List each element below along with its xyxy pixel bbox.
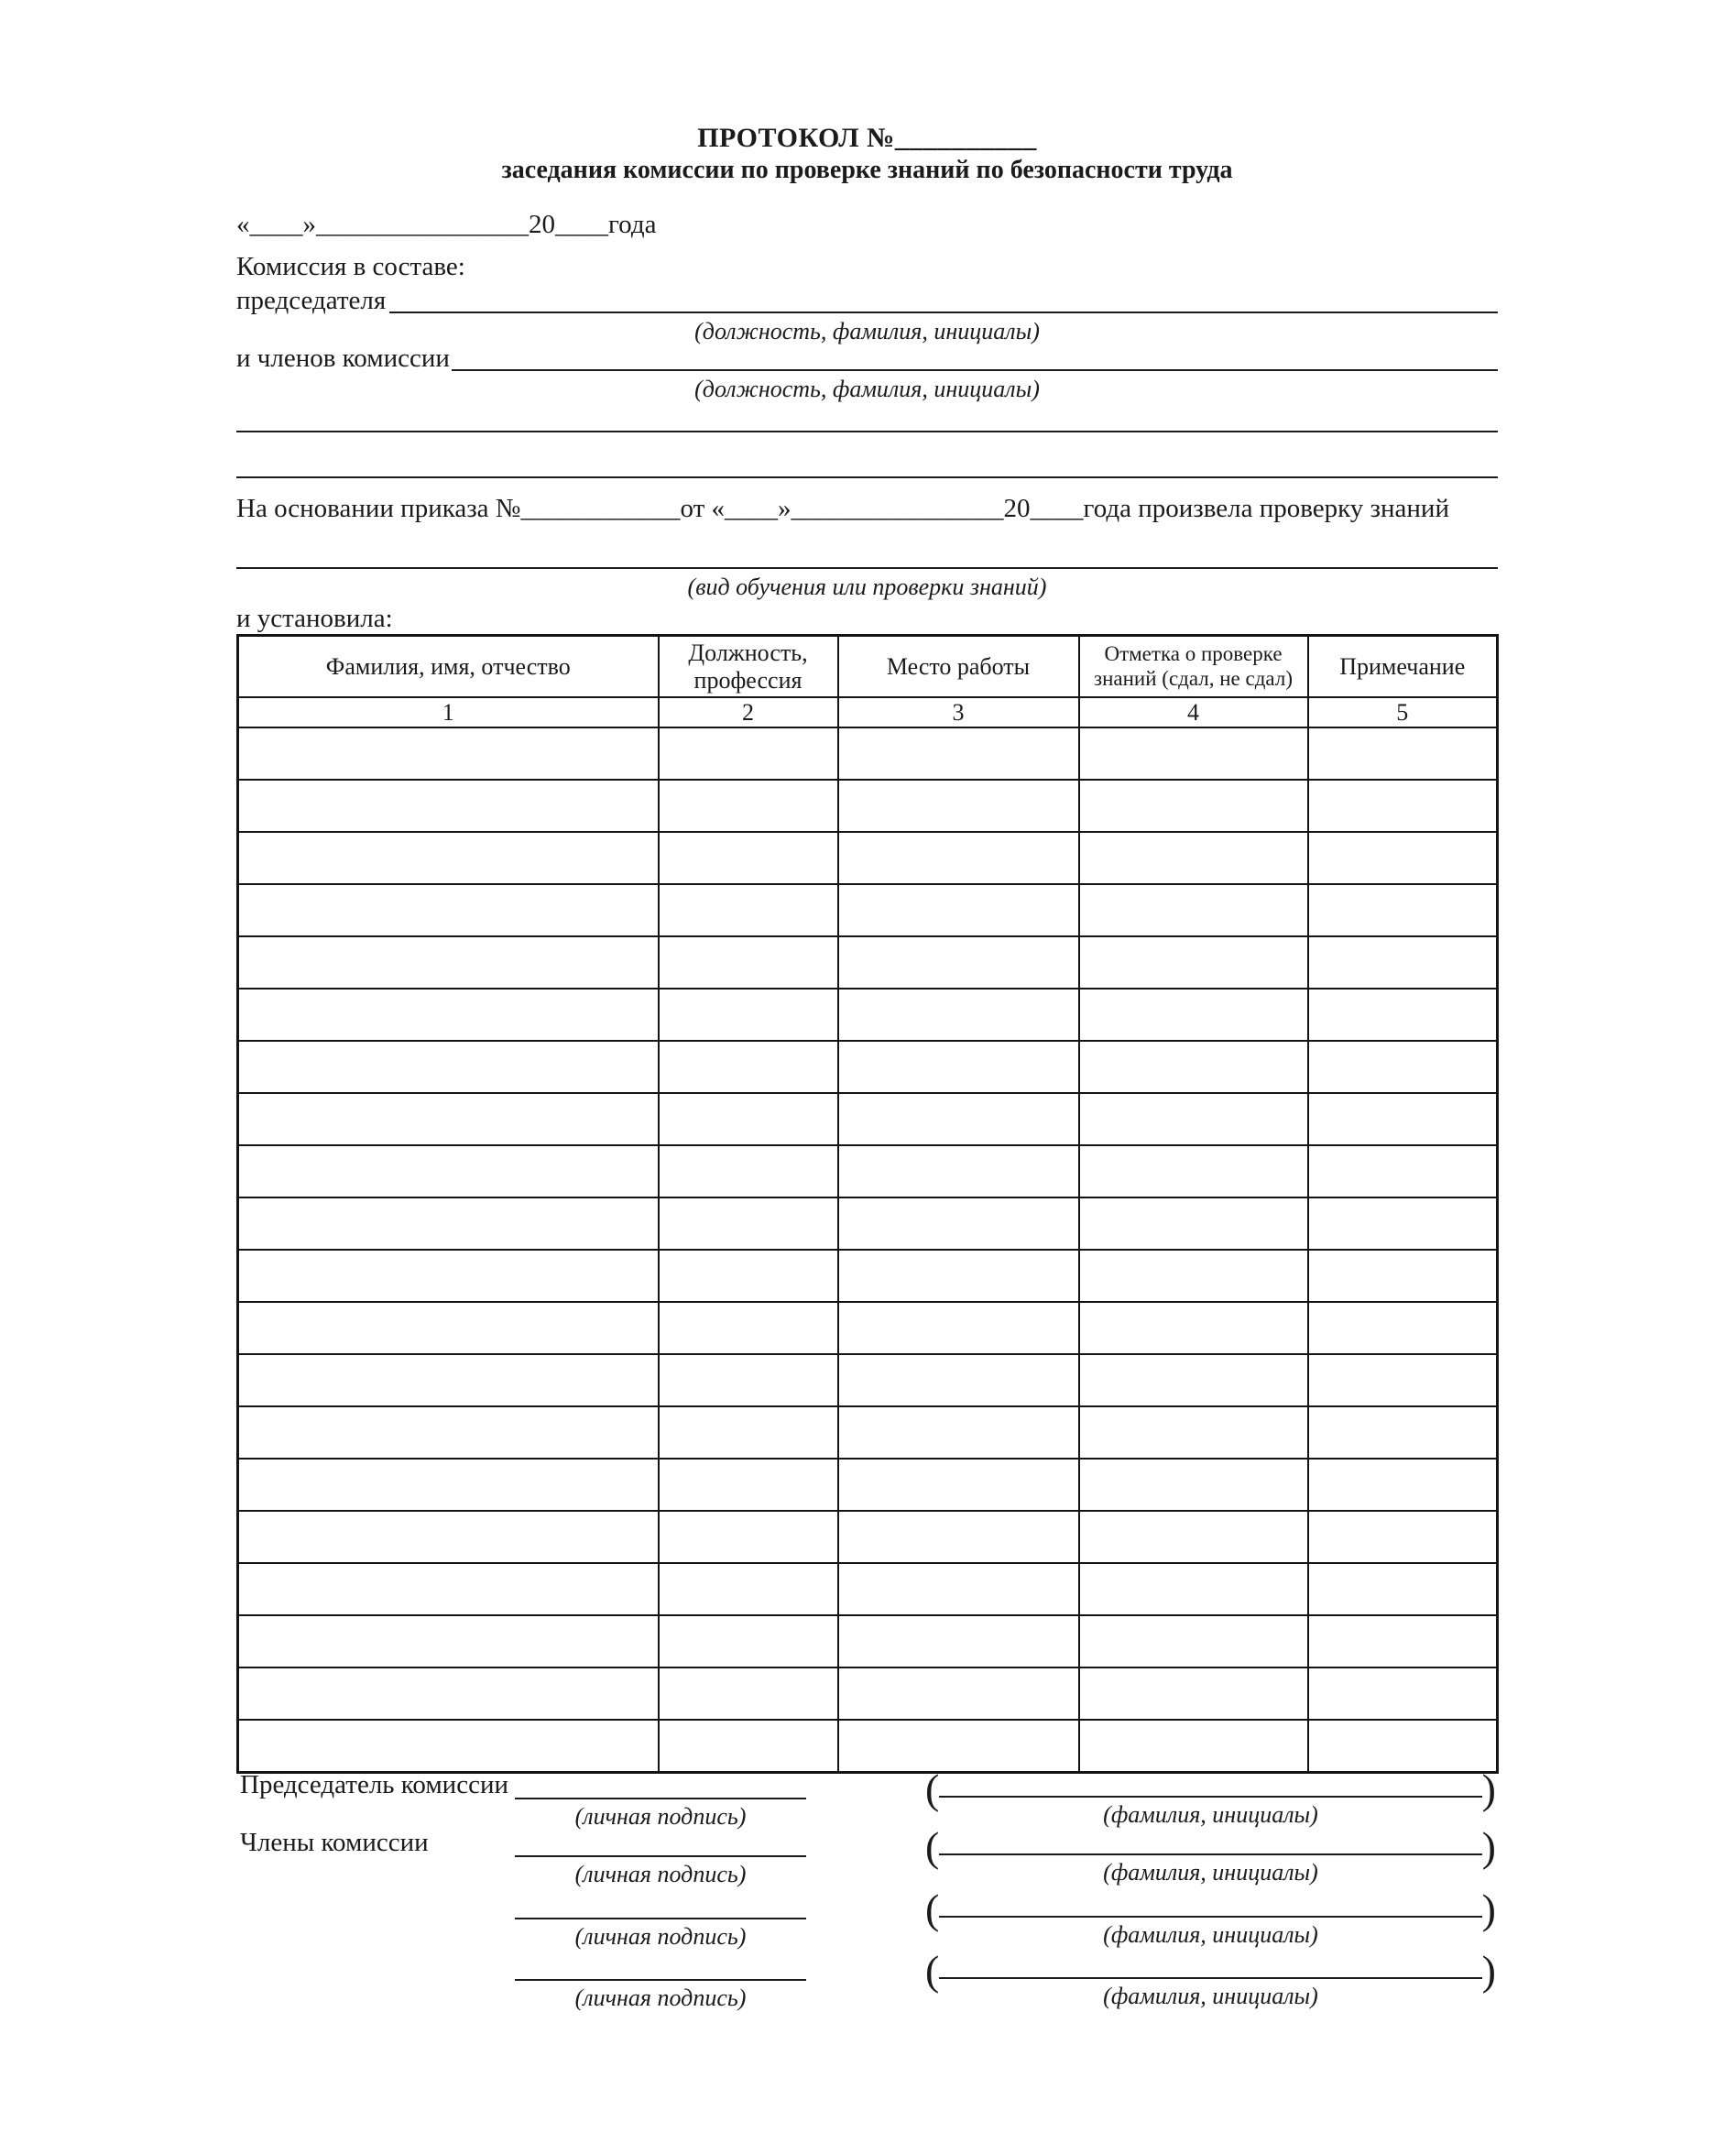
empty-cell <box>838 1667 1079 1720</box>
chairman-name-line <box>925 1766 1496 1813</box>
name-hint: (фамилия, инициалы) <box>1103 1921 1318 1948</box>
signature-hint: (личная подпись) <box>574 1984 747 2011</box>
empty-cell <box>1308 727 1498 780</box>
name-fill-line <box>939 1796 1481 1798</box>
empty-cell <box>659 936 838 989</box>
col-header-position: Должность, профессия <box>659 636 838 698</box>
empty-cell <box>659 1354 838 1406</box>
empty-cell <box>1308 1720 1498 1773</box>
protocol-number-blank: __________ <box>894 123 1037 153</box>
table-row <box>238 1093 1498 1145</box>
empty-cell <box>659 884 838 936</box>
member-signature-row-2 <box>236 1886 1498 1950</box>
empty-cell <box>659 1302 838 1354</box>
col-header-workplace: Место работы <box>838 636 1079 698</box>
chairman-row <box>236 285 1498 317</box>
close-paren: ) <box>1481 1947 1496 1995</box>
table-row <box>238 1406 1498 1459</box>
empty-cell <box>1308 832 1498 884</box>
member-signature-row-1 <box>236 1823 1498 1887</box>
empty-cell <box>1308 1145 1498 1197</box>
page-title <box>236 123 1498 155</box>
empty-cell <box>1079 1250 1308 1302</box>
empty-cell <box>1079 989 1308 1041</box>
empty-cell <box>659 727 838 780</box>
empty-cell <box>1079 780 1308 832</box>
commission-intro: Комиссия в составе: <box>236 252 465 281</box>
members-signature-label: Члены комиссии <box>240 1828 429 1857</box>
member-signature-line <box>515 1950 806 1981</box>
empty-cell <box>659 780 838 832</box>
empty-cell <box>838 1615 1079 1667</box>
chairman-signature-row <box>236 1766 1498 1830</box>
empty-cell <box>1079 1041 1308 1093</box>
column-number: 1 <box>238 697 659 727</box>
empty-cell <box>238 936 659 989</box>
empty-cell <box>1308 989 1498 1041</box>
blank-rule-1 <box>236 431 1498 432</box>
empty-cell <box>1079 1720 1308 1773</box>
empty-cell <box>238 989 659 1041</box>
empty-cell <box>1079 1197 1308 1250</box>
column-number: 3 <box>838 697 1079 727</box>
empty-cell <box>1308 1615 1498 1667</box>
empty-cell <box>838 1511 1079 1563</box>
name-hint: (фамилия, инициалы) <box>1103 1801 1318 1828</box>
open-paren: ( <box>925 1823 940 1871</box>
empty-cell <box>659 1511 838 1563</box>
empty-cell <box>1079 1563 1308 1615</box>
empty-cell <box>238 1459 659 1511</box>
member-name-line <box>925 1947 1496 1995</box>
empty-cell <box>238 1093 659 1145</box>
empty-cell <box>838 1041 1079 1093</box>
empty-cell <box>659 1041 838 1093</box>
empty-cell <box>1308 1406 1498 1459</box>
chairman-prefix: председателя <box>236 286 387 315</box>
empty-cell <box>1079 884 1308 936</box>
column-number: 4 <box>1079 697 1308 727</box>
empty-cell <box>838 1720 1079 1773</box>
empty-cell <box>659 1459 838 1511</box>
empty-cell <box>1308 884 1498 936</box>
members-fill-line <box>452 343 1498 371</box>
empty-cell <box>238 1667 659 1720</box>
order-line: На основании приказа №____________от «____»________________20____года произвела проверку знаний <box>236 494 1449 523</box>
page-title-text: ПРОТОКОЛ № <box>697 123 895 153</box>
empty-cell <box>1308 1041 1498 1093</box>
table-row <box>238 1511 1498 1563</box>
name-hint: (фамилия, инициалы) <box>1103 1983 1318 2009</box>
empty-cell <box>1079 832 1308 884</box>
empty-cell <box>1079 727 1308 780</box>
empty-cell <box>238 1250 659 1302</box>
table-row <box>238 1354 1498 1406</box>
empty-cell <box>838 989 1079 1041</box>
empty-cell <box>838 1459 1079 1511</box>
empty-cell <box>1308 1093 1498 1145</box>
empty-cell <box>838 780 1079 832</box>
col-header-name: Фамилия, имя, отчество <box>238 636 659 698</box>
date-line: «____»________________20____года <box>236 210 657 239</box>
empty-cell <box>238 832 659 884</box>
empty-cell <box>838 1406 1079 1459</box>
empty-cell <box>1308 1563 1498 1615</box>
member-name-line <box>925 1886 1496 1933</box>
empty-cell <box>1308 1354 1498 1406</box>
empty-cell <box>238 780 659 832</box>
table-row <box>238 1459 1498 1511</box>
page-subtitle: заседания комиссии по проверке знаний по безопасности труда <box>501 156 1233 184</box>
chairman-signature-label: Председатель комиссии <box>240 1770 508 1799</box>
empty-cell <box>1079 1145 1308 1197</box>
empty-cell <box>659 1563 838 1615</box>
empty-cell <box>659 1250 838 1302</box>
empty-cell <box>838 832 1079 884</box>
blank-rule-2 <box>236 476 1498 478</box>
empty-cell <box>238 884 659 936</box>
name-fill-line <box>939 1853 1481 1855</box>
table-row <box>238 780 1498 832</box>
open-paren: ( <box>925 1886 940 1933</box>
empty-cell <box>1308 1197 1498 1250</box>
empty-cell <box>659 1197 838 1250</box>
empty-cell <box>1308 1250 1498 1302</box>
table-row <box>238 1563 1498 1615</box>
close-paren: ) <box>1481 1886 1496 1933</box>
chairman-signature-line <box>515 1768 806 1799</box>
table-row <box>238 1667 1498 1720</box>
empty-cell <box>838 1145 1079 1197</box>
empty-cell <box>238 1197 659 1250</box>
col-header-note: Примечание <box>1308 636 1498 698</box>
table-row <box>238 1145 1498 1197</box>
chairman-position-hint: (должность, фамилия, инициалы) <box>694 318 1040 344</box>
member-signature-line <box>515 1888 806 1919</box>
open-paren: ( <box>925 1947 940 1995</box>
close-paren: ) <box>1481 1823 1496 1871</box>
empty-cell <box>238 1511 659 1563</box>
empty-cell <box>1308 1511 1498 1563</box>
empty-cell <box>1079 1406 1308 1459</box>
empty-cell <box>1308 1302 1498 1354</box>
empty-cell <box>1079 1459 1308 1511</box>
column-number: 2 <box>659 697 838 727</box>
empty-cell <box>838 1197 1079 1250</box>
signature-hint: (личная подпись) <box>574 1861 747 1887</box>
name-hint: (фамилия, инициалы) <box>1103 1859 1318 1886</box>
table-row <box>238 1250 1498 1302</box>
results-table <box>236 634 1499 1774</box>
empty-cell <box>238 1041 659 1093</box>
empty-cell <box>1079 1667 1308 1720</box>
empty-cell <box>238 1563 659 1615</box>
training-type-hint: (вид обучения или проверки знаний) <box>687 574 1047 600</box>
table-row <box>238 936 1498 989</box>
table-row <box>238 1615 1498 1667</box>
empty-cell <box>659 989 838 1041</box>
empty-cell <box>238 1615 659 1667</box>
name-fill-line <box>939 1977 1481 1979</box>
empty-cell <box>1079 1093 1308 1145</box>
col-header-mark: Отметка о проверке знаний (сдал, не сдал) <box>1079 636 1308 698</box>
empty-cell <box>1079 1302 1308 1354</box>
empty-cell <box>238 1145 659 1197</box>
training-type-rule <box>236 567 1498 569</box>
empty-cell <box>659 1406 838 1459</box>
empty-cell <box>238 1720 659 1773</box>
empty-cell <box>838 1354 1079 1406</box>
signature-hint: (личная подпись) <box>574 1803 747 1830</box>
empty-cell <box>659 832 838 884</box>
empty-cell <box>1308 780 1498 832</box>
table-row <box>238 1720 1498 1773</box>
empty-cell <box>1308 936 1498 989</box>
empty-cell <box>838 1250 1079 1302</box>
column-number-row <box>238 697 1498 727</box>
member-signature-line <box>515 1826 806 1857</box>
empty-cell <box>1079 936 1308 989</box>
empty-cell <box>1079 1354 1308 1406</box>
chairman-fill-line <box>389 285 1498 313</box>
table-row <box>238 1041 1498 1093</box>
member-signature-row-3 <box>236 1947 1498 2011</box>
empty-cell <box>659 1720 838 1773</box>
empty-cell <box>659 1615 838 1667</box>
table-row <box>238 989 1498 1041</box>
signature-hint: (личная подпись) <box>574 1923 747 1950</box>
empty-cell <box>1308 1667 1498 1720</box>
empty-cell <box>238 1302 659 1354</box>
empty-cell <box>659 1093 838 1145</box>
empty-cell <box>238 727 659 780</box>
empty-cell <box>1308 1459 1498 1511</box>
empty-cell <box>659 1667 838 1720</box>
close-paren: ) <box>1481 1766 1496 1813</box>
open-paren: ( <box>925 1766 940 1813</box>
empty-cell <box>659 1145 838 1197</box>
established-label: и установила: <box>236 604 393 633</box>
members-position-hint: (должность, фамилия, инициалы) <box>694 376 1040 402</box>
empty-cell <box>1079 1511 1308 1563</box>
empty-cell <box>238 1406 659 1459</box>
table-row <box>238 832 1498 884</box>
empty-cell <box>838 1093 1079 1145</box>
empty-cell <box>838 1563 1079 1615</box>
empty-cell <box>238 1354 659 1406</box>
empty-cell <box>838 1302 1079 1354</box>
empty-cell <box>838 884 1079 936</box>
table-row <box>238 1302 1498 1354</box>
members-row <box>236 343 1498 375</box>
empty-cell <box>838 727 1079 780</box>
table-row <box>238 884 1498 936</box>
header-row <box>238 636 1498 698</box>
empty-cell <box>1079 1615 1308 1667</box>
column-number: 5 <box>1308 697 1498 727</box>
table-row <box>238 727 1498 780</box>
table-row <box>238 1197 1498 1250</box>
members-prefix: и членов комиссии <box>236 344 450 373</box>
name-fill-line <box>939 1916 1481 1918</box>
results-table-body <box>238 727 1498 1773</box>
member-name-line <box>925 1823 1496 1871</box>
empty-cell <box>838 936 1079 989</box>
